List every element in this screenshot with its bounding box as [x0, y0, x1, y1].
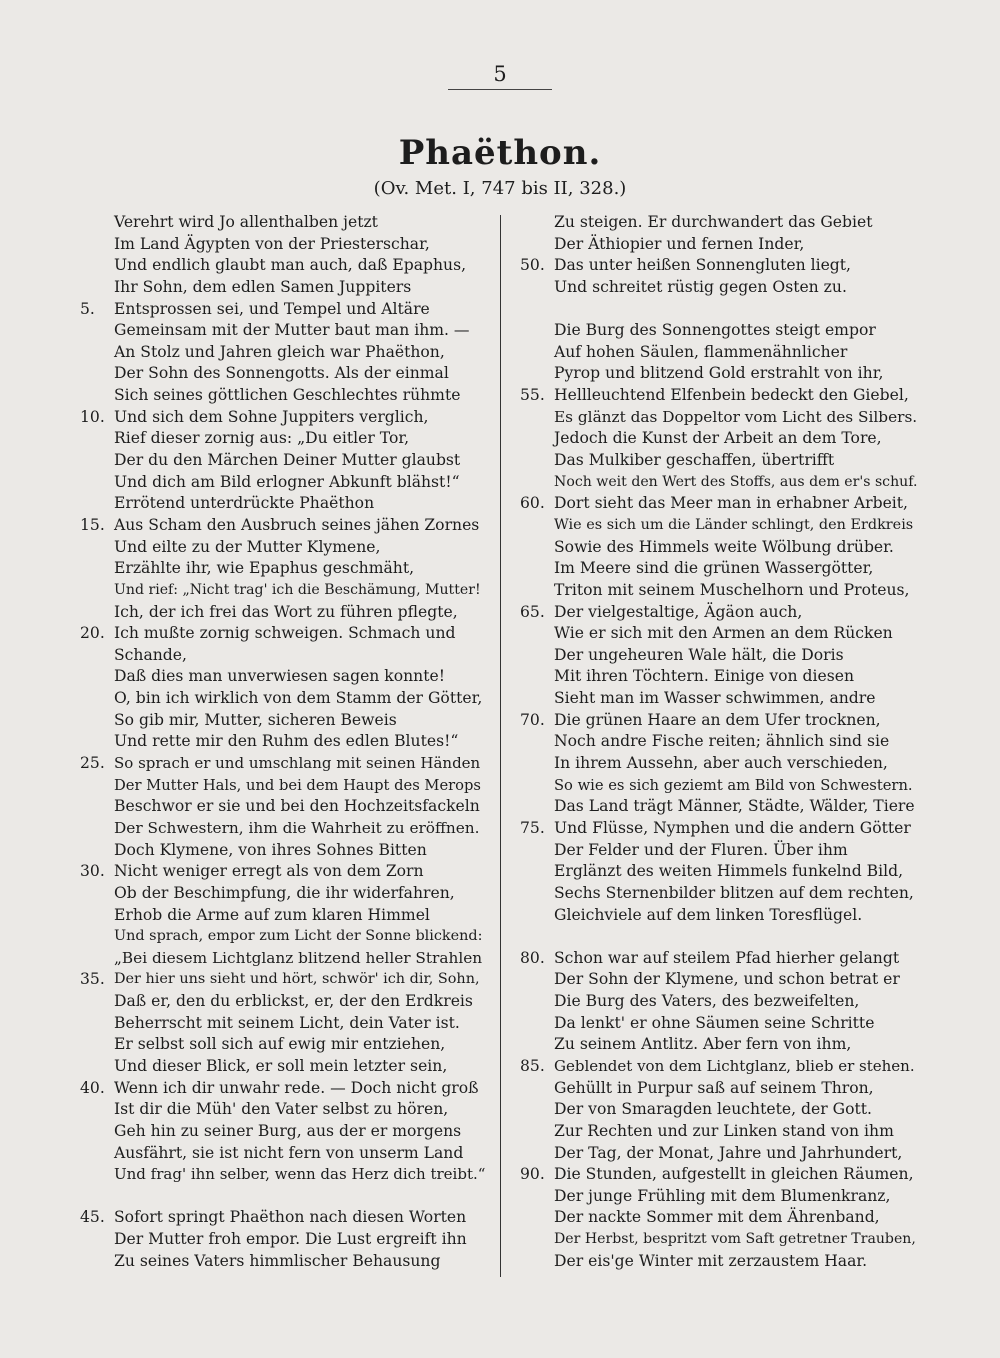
verse-line — [80, 731, 488, 753]
verse-line-text: Erhob die Arme auf zum klaren Himmel — [114, 905, 430, 924]
verse-line-text: So wie es sich geziemt am Bild von Schwestern. — [554, 776, 913, 794]
verse-line-text: Der Sohn der Klymene, und schon betrat er — [554, 970, 900, 989]
verse-line — [520, 558, 920, 580]
verse-line-text: Und rette mir den Ruhm des edlen Blutes!“ — [114, 732, 459, 751]
verse-line — [80, 1229, 488, 1251]
verse-line-text: Der Schwestern, ihm die Wahrheit zu eröffnen. — [114, 818, 480, 837]
verse-line — [520, 255, 920, 277]
verse-line — [80, 969, 488, 991]
verse-line — [80, 1186, 488, 1208]
verse-line — [80, 840, 488, 862]
verse-line — [80, 450, 488, 472]
verse-line-number: 55. — [520, 386, 545, 405]
verse-line-text: Pyrop und blitzend Gold erstrahlt von ihr, — [554, 364, 884, 383]
verse-line — [80, 1078, 488, 1100]
verse-line-text: Die Stunden, aufgestellt in gleichen Räumen, — [554, 1165, 914, 1184]
verse-line-number: 20. — [80, 624, 105, 643]
verse-line — [80, 1143, 488, 1165]
verse-line-text: Und dich am Bild erlogner Abkunft blähst!“ — [114, 472, 460, 491]
verse-line-text: Die Burg des Vaters, des bezweifelten, — [554, 992, 860, 1011]
verse-line-text: Der Herbst, bespritzt vom Saft getretner Trauben, — [554, 1231, 916, 1248]
verse-line — [80, 1099, 488, 1121]
verse-line — [520, 1078, 920, 1100]
verse-line — [520, 645, 920, 667]
verse-line — [520, 710, 920, 732]
verse-line-text: Der Tag, der Monat, Jahre und Jahrhundert, — [554, 1143, 903, 1162]
verse-line-text: Wie er sich mit den Armen an dem Rücken — [554, 624, 893, 643]
verse-line-number: 15. — [80, 515, 105, 534]
verse-line-text: Und sprach, empor zum Licht der Sonne blickend: — [114, 928, 483, 945]
verse-line-text: Ich, der ich frei das Wort zu führen pflegte, — [114, 602, 458, 621]
verse-line-text: So gib mir, Mutter, sicheren Beweis — [114, 710, 397, 729]
verse-line-text: Hellleuchtend Elfenbein bedeckt den Giebel, — [554, 386, 909, 405]
verse-line-text: Daß dies man unverwiesen sagen konnte! — [114, 667, 445, 686]
verse-line — [80, 775, 488, 797]
verse-line — [80, 1056, 488, 1078]
verse-line-text: Rief dieser zornig aus: „Du eitler Tor, — [114, 429, 410, 448]
verse-line-text: Sich seines göttlichen Geschlechtes rühmte — [114, 386, 461, 405]
verse-line — [80, 753, 488, 775]
verse-line — [520, 602, 920, 624]
verse-line — [80, 558, 488, 580]
verse-line — [520, 753, 920, 775]
verse-line-text: Daß er, den du erblickst, er, der den Erdkreis — [114, 992, 473, 1011]
verse-line-text: Und rief: „Nicht trag' ich die Beschämung, Mutter! — [114, 581, 481, 598]
verse-line-text: Sofort springt Phaëthon nach diesen Worten — [114, 1208, 467, 1227]
verse-line — [520, 385, 920, 407]
verse-line-text: Zu seines Vaters himmlischer Behausung — [114, 1251, 441, 1270]
verse-line-text: Ob der Beschimpfung, die ihr widerfahren, — [114, 883, 455, 902]
verse-line — [80, 1164, 488, 1186]
verse-line-text: Und endlich glaubt man auch, daß Epaphus, — [114, 256, 467, 275]
header-rule — [448, 89, 552, 90]
verse-line-number: 65. — [520, 602, 545, 621]
verse-line-text: Er selbst soll sich auf ewig mir entziehen, — [114, 1035, 446, 1054]
verse-line — [80, 991, 488, 1013]
verse-line — [80, 666, 488, 688]
verse-line-number: 70. — [520, 710, 545, 729]
verse-line-text: Erzählte ihr, wie Epaphus geschmäht, — [114, 559, 415, 578]
verse-line — [80, 385, 488, 407]
poem-title: Phaëthon. — [398, 133, 602, 173]
verse-line — [520, 1164, 920, 1186]
verse-line-text: Der ungeheuren Wale hält, die Doris — [554, 645, 844, 664]
verse-line — [520, 948, 920, 970]
verse-line-text: Auf hohen Säulen, flammenähnlicher — [554, 342, 848, 361]
verse-line — [520, 1186, 920, 1208]
verse-line — [520, 1013, 920, 1035]
verse-line-number: 25. — [80, 754, 105, 773]
verse-line-text: Der Sohn des Sonnengotts. Als der einmal — [114, 364, 449, 383]
verse-line — [80, 342, 488, 364]
verse-line — [80, 1207, 488, 1229]
verse-line-number: 35. — [80, 970, 105, 989]
verse-line-text: Das unter heißen Sonnengluten liegt, — [554, 256, 851, 275]
verse-line — [80, 363, 488, 385]
verse-line — [80, 883, 488, 905]
verse-line-text: Zur Rechten und zur Linken stand von ihm — [554, 1121, 894, 1140]
verse-line-text: Der Felder und der Fluren. Über ihm — [554, 840, 848, 859]
verse-line — [520, 320, 920, 342]
verse-line-text: Gemeinsam mit der Mutter baut man ihm. — — [114, 321, 470, 340]
verse-line-number: 85. — [520, 1056, 545, 1075]
verse-line — [520, 861, 920, 883]
verse-line-text: Der Mutter Hals, und bei dem Haupt des Merops — [114, 776, 481, 794]
verse-line-text: Und eilte zu der Mutter Klymene, — [114, 537, 381, 556]
verse-line-text: Wenn ich dir unwahr rede. — Doch nicht groß — [114, 1078, 479, 1097]
verse-line — [80, 818, 488, 840]
verse-line — [520, 212, 920, 234]
verse-line — [520, 883, 920, 905]
verse-line-text: Ausfährt, sie ist nicht fern von unserm Land — [114, 1143, 464, 1162]
verse-line — [520, 1099, 920, 1121]
verse-line — [80, 580, 488, 602]
verse-line-number: 5. — [80, 299, 95, 318]
verse-line — [520, 623, 920, 645]
verse-line — [80, 537, 488, 559]
verse-line — [520, 840, 920, 862]
verse-line-text: Gleichviele auf dem linken Toresflügel. — [554, 905, 863, 924]
verse-line-text: Nicht weniger erregt als von dem Zorn — [114, 862, 424, 881]
verse-line-text: Der hier uns sieht und hört, schwör' ich dir, Sohn, — [114, 971, 480, 988]
verse-line-text: Der nackte Sommer mit dem Ährenband, — [554, 1208, 880, 1227]
verse-line — [80, 1034, 488, 1056]
verse-line — [520, 905, 920, 927]
verse-line — [80, 645, 488, 667]
verse-line — [520, 450, 920, 472]
verse-line-text: Der vielgestaltige, Ägäon auch, — [554, 602, 803, 621]
verse-line — [80, 861, 488, 883]
verse-line-text: Errötend unterdrückte Phaëthon — [114, 494, 375, 513]
verse-line-text: In ihrem Aussehn, aber auch verschieden, — [554, 754, 888, 773]
verse-line-text: So sprach er und umschlang mit seinen Händen — [114, 754, 481, 773]
verse-line — [80, 234, 488, 256]
verse-line — [520, 1034, 920, 1056]
verse-line-number: 30. — [80, 862, 105, 881]
verse-line-text: Ihr Sohn, dem edlen Samen Juppiters — [114, 277, 412, 296]
verse-line — [520, 1143, 920, 1165]
verse-line-text: Der eis'ge Winter mit zerzaustem Haar. — [554, 1251, 868, 1270]
verse-line — [80, 948, 488, 970]
verse-line-text: Zu seinem Antlitz. Aber fern von ihm, — [554, 1035, 852, 1054]
verse-line-text: Sechs Sternenbilder blitzen auf dem rechten, — [554, 883, 914, 902]
verse-line — [520, 363, 920, 385]
left-column — [80, 212, 488, 1272]
verse-line-text: Und sich dem Sohne Juppiters verglich, — [114, 407, 429, 426]
verse-line — [80, 407, 488, 429]
verse-line — [80, 688, 488, 710]
verse-line-text: Dort sieht das Meer man in erhabner Arbeit, — [554, 494, 909, 513]
verse-line — [520, 688, 920, 710]
verse-line-text: Der du den Märchen Deiner Mutter glaubst — [114, 451, 461, 470]
verse-line-text: Ist dir die Müh' den Vater selbst zu hören, — [114, 1100, 449, 1119]
verse-line — [80, 602, 488, 624]
verse-line-text: Das Mulkiber geschaffen, übertrifft — [554, 451, 835, 470]
verse-line — [520, 926, 920, 948]
verse-line — [520, 731, 920, 753]
verse-line — [520, 991, 920, 1013]
verse-line-text: Wie es sich um die Länder schlingt, den Erdkreis — [554, 516, 914, 533]
verse-line — [80, 905, 488, 927]
verse-line — [80, 299, 488, 321]
verse-line — [80, 277, 488, 299]
verse-line-text: Im Land Ägypten von der Priesterschar, — [114, 234, 430, 253]
verse-line-text: Aus Scham den Ausbruch seines jähen Zornes — [114, 515, 480, 534]
verse-line-text: Gehüllt in Purpur saß auf seinem Thron, — [554, 1078, 874, 1097]
verse-line — [520, 969, 920, 991]
verse-line-text: Und frag' ihn selber, wenn das Herz dich treibt.“ — [114, 1165, 486, 1184]
verse-line-text: Noch andre Fische reiten; ähnlich sind sie — [554, 732, 890, 751]
right-column — [520, 212, 920, 1272]
verse-line — [520, 472, 920, 494]
verse-line-text: „Bei diesem Lichtglanz blitzend heller Strahlen — [114, 948, 483, 967]
verse-line-text: Die Burg des Sonnengottes steigt empor — [554, 321, 876, 340]
verse-line-text: Und dieser Blick, er soll mein letzter sein, — [114, 1056, 448, 1075]
verse-line — [520, 515, 920, 537]
verse-line — [80, 428, 488, 450]
verse-line-text: Entsprossen sei, und Tempel und Altäre — [114, 299, 430, 318]
verse-line-text: Beherrscht mit seinem Licht, dein Vater ist. — [114, 1013, 460, 1032]
verse-line-text: Das Land trägt Männer, Städte, Wälder, Tiere — [554, 797, 915, 816]
verse-line — [80, 1121, 488, 1143]
poem-source-reference: (Ov. Met. I, 747 bis II, 328.) — [373, 178, 627, 199]
verse-line-text: Triton mit seinem Muschelhorn und Proteus, — [554, 580, 910, 599]
verse-line-number: 10. — [80, 407, 105, 426]
verse-line — [80, 212, 488, 234]
verse-line-text: Beschwor er sie und bei den Hochzeitsfackeln — [114, 797, 480, 816]
verse-line-text: Der Mutter froh empor. Die Lust ergreift ihn — [114, 1230, 467, 1249]
verse-line — [520, 1056, 920, 1078]
verse-line-number: 45. — [80, 1208, 105, 1227]
verse-line — [80, 320, 488, 342]
verse-line-text: Erglänzt des weiten Himmels funkelnd Bild, — [554, 862, 904, 881]
verse-line — [80, 515, 488, 537]
verse-line — [520, 1251, 920, 1273]
verse-line-number: 75. — [520, 818, 545, 837]
verse-line-text: Mit ihren Töchtern. Einige von diesen — [554, 667, 854, 686]
verse-line — [80, 796, 488, 818]
verse-line-text: Die grünen Haare an dem Ufer trocknen, — [554, 710, 881, 729]
verse-line — [520, 775, 920, 797]
verse-line-text: Es glänzt das Doppeltor vom Licht des Silbers. — [554, 407, 918, 426]
verse-line-number: 40. — [80, 1078, 105, 1097]
verse-line-text: Noch weit den Wert des Stoffs, aus dem er's schuf. — [554, 473, 918, 490]
verse-line-text: Schande, — [114, 645, 187, 664]
verse-line — [520, 277, 920, 299]
verse-line-text: Zu steigen. Er durchwandert das Gebiet — [554, 213, 873, 231]
verse-line — [520, 428, 920, 450]
verse-line — [80, 926, 488, 948]
verse-line-text: Der junge Frühling mit dem Blumenkranz, — [554, 1186, 891, 1205]
verse-line — [520, 1229, 920, 1251]
verse-line-number: 50. — [520, 256, 545, 275]
verse-line-text: Sowie des Himmels weite Wölbung drüber. — [554, 537, 894, 556]
verse-line — [520, 1121, 920, 1143]
verse-line — [520, 666, 920, 688]
verse-line — [80, 1251, 488, 1273]
verse-line-number: 80. — [520, 948, 545, 967]
verse-line-text: Schon war auf steilem Pfad hierher gelangt — [554, 948, 900, 967]
verse-line-text: O, bin ich wirklich von dem Stamm der Götter, — [114, 689, 483, 708]
verse-line-text: Ich mußte zornig schweigen. Schmach und — [114, 624, 456, 643]
verse-line — [520, 537, 920, 559]
verse-line — [80, 472, 488, 494]
verse-line-text: Und Flüsse, Nymphen und die andern Götter — [554, 818, 911, 837]
verse-line — [520, 796, 920, 818]
verse-line — [520, 234, 920, 256]
verse-line — [520, 580, 920, 602]
verse-line — [80, 493, 488, 515]
verse-line-text: Sieht man im Wasser schwimmen, andre — [554, 689, 876, 708]
verse-line-text: Doch Klymene, von ihres Sohnes Bitten — [114, 840, 427, 859]
verse-line — [80, 623, 488, 645]
verse-line — [520, 818, 920, 840]
verse-line — [80, 255, 488, 277]
verse-line — [80, 1013, 488, 1035]
verse-line-text: Und schreitet rüstig gegen Osten zu. — [554, 277, 847, 296]
verse-line-text: Da lenkt' er ohne Säumen seine Schritte — [554, 1013, 875, 1032]
verse-line-text: Im Meere sind die grünen Wassergötter, — [554, 559, 874, 578]
verse-line — [520, 407, 920, 429]
verse-line-text: Verehrt wird Jo allenthalben jetzt — [114, 213, 378, 231]
verse-line-text: Geh hin zu seiner Burg, aus der er morgens — [114, 1121, 462, 1140]
verse-line — [80, 710, 488, 732]
page-number: 5 — [493, 62, 507, 86]
column-divider — [500, 215, 501, 1277]
verse-line — [520, 342, 920, 364]
verse-line-text: Der Äthiopier und fernen Inder, — [554, 234, 805, 253]
verse-line-number: 60. — [520, 494, 545, 513]
verse-line-text: Geblendet von dem Lichtglanz, blieb er stehen. — [554, 1056, 915, 1075]
verse-line-text: Jedoch die Kunst der Arbeit an dem Tore, — [554, 429, 882, 448]
verse-line — [520, 493, 920, 515]
verse-line-number: 90. — [520, 1165, 545, 1184]
verse-line — [520, 1207, 920, 1229]
verse-line — [520, 299, 920, 321]
verse-line-text: Der von Smaragden leuchtete, der Gott. — [554, 1100, 872, 1119]
verse-line-text: An Stolz und Jahren gleich war Phaëthon, — [114, 342, 445, 361]
